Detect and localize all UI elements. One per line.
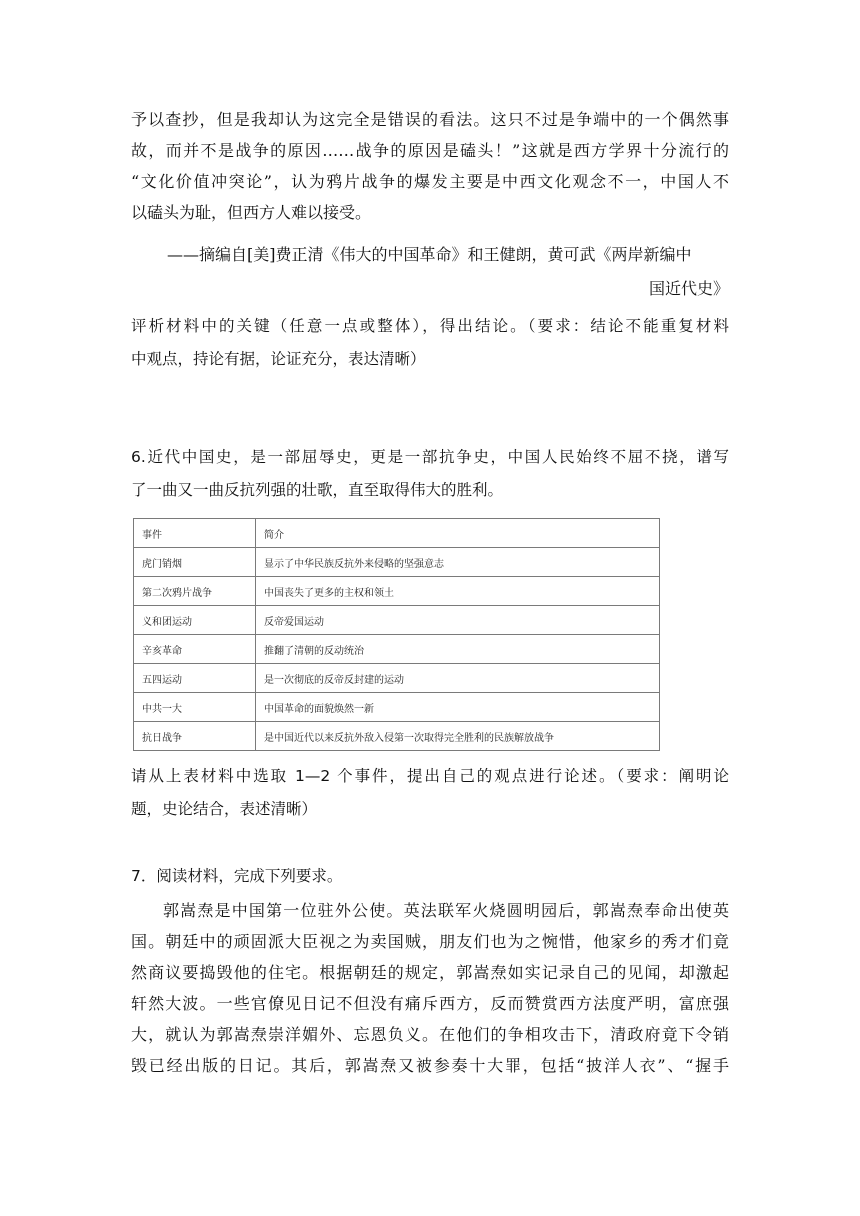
table-row <box>134 548 660 577</box>
question-6-prompt <box>131 760 729 826</box>
events-table <box>133 518 659 746</box>
intro-line: 6.近代中国史，是一部屈辱史，更是一部抗争史，中国人民始终不屈不挠，谱写 <box>131 448 729 466</box>
material-line: “文化价值冲突论”，认为鸦片战争的爆发主要是中西文化观念不一，中国人不 <box>131 172 729 191</box>
table-header-event: 事件 <box>134 519 256 548</box>
prompt-line: 题，史论结合，表述清晰） <box>131 800 318 818</box>
question-heading: 7．阅读材料，完成下列要求。 <box>131 867 343 885</box>
prompt-line: 请从上表材料中选取 1—2 个事件，提出自己的观点进行论述。（要求：阐明论 <box>131 767 729 785</box>
table-row <box>134 635 660 664</box>
material-5-text <box>131 104 729 228</box>
table-header-intro: 简介 <box>256 519 660 548</box>
material-line: 大，就认为郭嵩焘崇洋媚外、忘恩负义。在他们的争相攻击下，清政府竟下令销 <box>131 1025 729 1044</box>
table-cell-intro: 反帝爱国运动 <box>256 606 660 635</box>
table-cell-intro: 中国革命的面貌焕然一新 <box>256 693 660 722</box>
table-row <box>134 606 660 635</box>
table-cell-event: 中共一大 <box>134 693 256 722</box>
table-cell-event: 辛亥革命 <box>134 635 256 664</box>
table-cell-intro: 中国丧失了更多的主权和领土 <box>256 577 660 606</box>
table-cell-intro: 是一次彻底的反帝反封建的运动 <box>256 664 660 693</box>
table-header-row <box>134 519 660 548</box>
table-cell-intro: 显示了中华民族反抗外来侵略的坚强意志 <box>256 548 660 577</box>
material-line: 毁已经出版的日记。其后，郭嵩焘又被参奏十大罪，包括“披洋人衣”、“握手 <box>131 1056 729 1075</box>
material-line: 故，而并不是战争的原因……战争的原因是磕头！”这就是西方学界十分流行的 <box>131 141 729 160</box>
material-line: 轩然大波。一些官僚见日记不但没有痛斥西方，反而赞赏西方法度严明，富庶强 <box>131 994 729 1013</box>
material-line: 郭嵩焘是中国第一位驻外公使。英法联军火烧圆明园后，郭嵩焘奉命出使英 <box>163 901 729 920</box>
material-line: 以磕头为耻，但西方人难以接受。 <box>131 203 372 222</box>
material-line: 然商议要捣毁他的住宅。根据朝廷的规定，郭嵩焘如实记录自己的见闻，却激起 <box>131 963 729 982</box>
question-5-prompt <box>131 310 729 376</box>
citation-line: ——摘编自[美]费正清《伟大的中国革命》和王健朗，黄可武《两岸新编中 <box>167 245 692 264</box>
table-row <box>134 693 660 722</box>
prompt-line: 中观点，持论有据，论证充分，表达清晰） <box>131 350 426 368</box>
question-7-material <box>131 895 729 1081</box>
material-line: 予以查抄，但是我却认为这完全是错误的看法。这只不过是争端中的一个偶然事 <box>131 110 729 129</box>
table-cell-intro: 推翻了清朝的反动统治 <box>256 635 660 664</box>
table-cell-event: 义和团运动 <box>134 606 256 635</box>
table-cell-event: 抗日战争 <box>134 722 256 751</box>
table-row <box>134 577 660 606</box>
table-cell-event: 第二次鸦片战争 <box>134 577 256 606</box>
material-line: 国。朝廷中的顽固派大臣视之为卖国贼，朋友们也为之惋惜，他家乡的秀才们竟 <box>131 932 729 951</box>
table-cell-event: 五四运动 <box>134 664 256 693</box>
question-6-intro <box>131 441 729 507</box>
intro-line: 了一曲又一曲反抗列强的壮歌，直至取得伟大的胜利。 <box>131 481 504 499</box>
table-row <box>134 664 660 693</box>
table-cell-event: 虎门销烟 <box>134 548 256 577</box>
material-5-citation <box>131 238 729 306</box>
citation-line: 国近代史》 <box>648 279 729 298</box>
table-cell-intro: 是中国近代以来反抗外敌入侵第一次取得完全胜利的民族解放战争 <box>256 722 660 751</box>
question-7-heading <box>131 860 729 893</box>
prompt-line: 评析材料中的关键（任意一点或整体），得出结论。（要求：结论不能重复材料 <box>131 317 729 335</box>
table-row <box>134 722 660 751</box>
